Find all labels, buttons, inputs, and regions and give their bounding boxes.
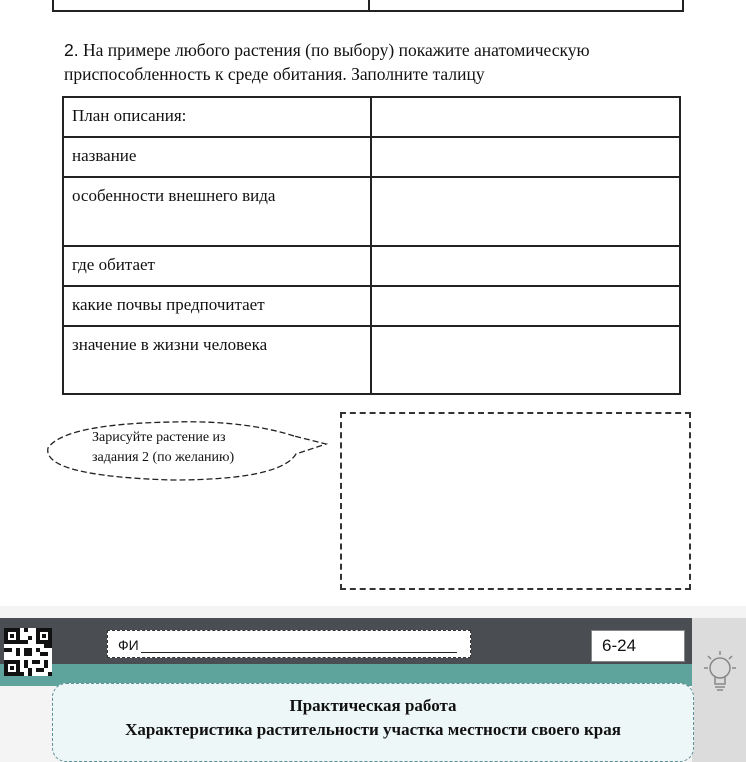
worksheet-code: 6-24 — [591, 630, 685, 662]
task-number: 2. — [64, 40, 79, 60]
task-text: На примере любого растения (по выбору) покажите анатомическую приспособленность к среде обитания. Заполните талицу — [64, 40, 590, 84]
qr-code-icon — [4, 628, 52, 676]
lightbulb-icon — [700, 648, 740, 698]
worksheet-title — [52, 683, 694, 762]
table-row — [63, 97, 680, 137]
previous-table-bottom — [52, 0, 684, 12]
plan-label-name: название — [63, 137, 371, 177]
title-line-2: Характеристика растительности участка местности своего края — [125, 720, 621, 739]
table-row — [63, 326, 680, 394]
plan-label-soils: какие почвы предпочитает — [63, 286, 371, 326]
previous-table-divider — [368, 0, 370, 10]
bubble-line-1: Зарисуйте растение из — [92, 430, 226, 445]
plan-table — [62, 96, 681, 395]
table-row — [63, 246, 680, 286]
name-field-line — [141, 640, 457, 653]
plan-answer-cell[interactable] — [371, 326, 680, 394]
plan-label-appearance: особенности внешнего вида — [63, 177, 371, 246]
plan-answer-cell[interactable] — [371, 137, 680, 177]
name-field[interactable] — [107, 630, 471, 658]
table-row — [63, 177, 680, 246]
task-2 — [64, 38, 704, 86]
speech-bubble-text — [92, 428, 234, 468]
speech-bubble — [44, 418, 334, 484]
plan-answer-cell[interactable] — [371, 97, 680, 137]
bubble-line-2: задания 2 (по желанию) — [92, 450, 235, 465]
table-row — [63, 137, 680, 177]
plan-label-header: План описания: — [63, 97, 371, 137]
drawing-area[interactable] — [340, 412, 691, 590]
plan-label-significance: значение в жизни человека — [63, 326, 371, 394]
name-field-label: ФИ — [118, 637, 139, 653]
plan-label-habitat: где обитает — [63, 246, 371, 286]
plan-answer-cell[interactable] — [371, 177, 680, 246]
table-row — [63, 286, 680, 326]
plan-answer-cell[interactable] — [371, 246, 680, 286]
title-line-1: Практическая работа — [289, 696, 457, 715]
plan-answer-cell[interactable] — [371, 286, 680, 326]
